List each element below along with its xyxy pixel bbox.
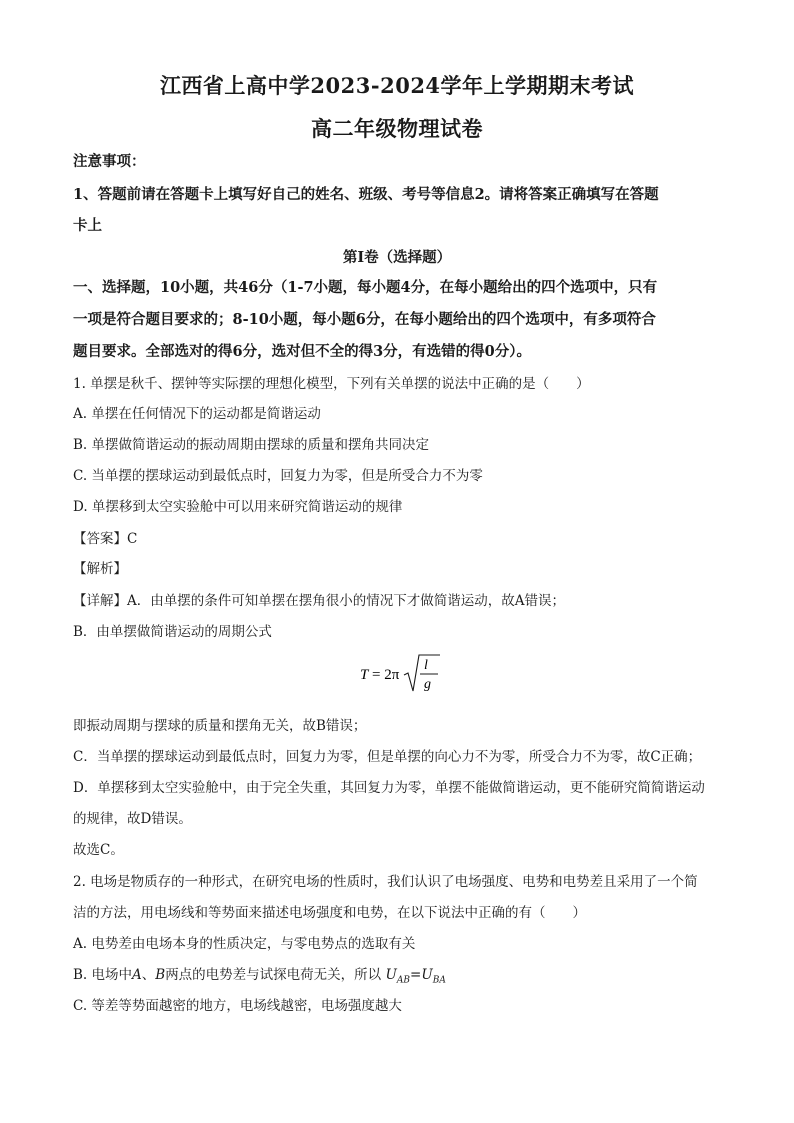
q1-detail-d2: 的规律，故D错误。 bbox=[73, 811, 192, 827]
q1-conclusion: 故选C。 bbox=[73, 842, 124, 858]
formula-denominator: g bbox=[424, 677, 431, 692]
formula-lhs: T bbox=[360, 667, 369, 683]
q2-option-b bbox=[73, 963, 446, 986]
q2-b-u2: U bbox=[421, 967, 433, 983]
q1-option-a: A. 单摆在任何情况下的运动都是简谐运动 bbox=[73, 406, 321, 422]
q2-stem-1: 2. 电场是物质存的一种形式，在研究电场的性质时，我们认识了电场强度、电势和电势差且采用了一个简 bbox=[73, 874, 698, 890]
detail-label: 【详解】 bbox=[73, 593, 127, 609]
q1-option-d: D. 单摆移到太空实验舱中可以用来研究简谐运动的规律 bbox=[73, 499, 403, 515]
q1-detail-a bbox=[73, 589, 565, 609]
q2-b-point-b: B bbox=[155, 967, 166, 983]
notice-line-2: 卡上 bbox=[73, 217, 102, 234]
answer-value: C bbox=[127, 531, 138, 547]
q2-option-a: A. 电势差由电场本身的性质决定，与零电势点的选取有关 bbox=[73, 936, 416, 952]
formula-numerator: l bbox=[424, 658, 428, 673]
section-intro-2: 一项是符合题目要求的；8-10小题，每小题6分，在每小题给出的四个选项中，有多项符合 bbox=[73, 311, 656, 328]
section-heading: 第I卷（选择题） bbox=[342, 249, 452, 266]
q1-detail-c: C．当单摆的摆球运动到最低点时，回复力为零，但是单摆的向心力不为零，所受合力不为零，故C正确； bbox=[73, 749, 702, 765]
q2-b-mid: 两点的电势差与试探电荷无关，所以 bbox=[165, 967, 382, 983]
q2-b-sub2: BA bbox=[432, 975, 446, 986]
exam-title: 江西省上高中学2023-2024学年上学期期末考试 bbox=[159, 73, 635, 98]
q2-b-sub1: AB bbox=[396, 975, 410, 986]
section-intro-3: 题目要求。全部选对的得6分，选对但不全的得3分，有选错的得0分）。 bbox=[73, 343, 532, 360]
q2-b-u1: U bbox=[385, 967, 397, 983]
q1-detail-b: B．由单摆做简谐运动的周期公式 bbox=[73, 624, 272, 640]
q1-option-c: C. 当单摆的摆球运动到最低点时，回复力为零，但是所受合力不为零 bbox=[73, 468, 483, 484]
sqrt-sign bbox=[404, 655, 440, 691]
section-intro-1: 一、选择题，10小题，共46分（1-7小题，每小题4分，在每小题给出的四个选项中，只有 bbox=[73, 279, 658, 296]
notice-heading: 注意事项： bbox=[73, 153, 146, 170]
q2-option-c: C. 等差等势面越密的地方，电场线越密，电场强度越大 bbox=[73, 998, 402, 1014]
q1-detail-b2: 即振动周期与摆球的质量和摆角无关，故B错误； bbox=[73, 718, 367, 734]
q1-answer bbox=[73, 527, 137, 547]
exam-subtitle: 高二年级物理试卷 bbox=[311, 116, 483, 141]
q2-stem-2: 洁的方法，用电场线和等势面来描述电场强度和电势，在以下说法中正确的有（ ） bbox=[73, 905, 586, 921]
q1-analysis-label: 【解析】 bbox=[73, 561, 127, 577]
answer-label: 【答案】 bbox=[73, 531, 127, 547]
detail-a-text: A．由单摆的条件可知单摆在摆角很小的情况下才做简谐运动，故A错误； bbox=[127, 593, 565, 609]
q1-stem: 1. 单摆是秋千、摆钟等实际摆的理想化模型，下列有关单摆的说法中正确的是（ ） bbox=[73, 376, 590, 392]
period-formula bbox=[358, 652, 448, 696]
formula-eq: = 2π bbox=[372, 667, 400, 683]
q1-detail-d1: D．单摆移到太空实验舱中，由于完全失重，其回复力为零，单摆不能做简谐运动，更不能研究简简谐运动 bbox=[73, 780, 705, 796]
q2-b-eq: = bbox=[410, 967, 422, 983]
q2-b-prefix: B. 电场中 bbox=[73, 967, 133, 983]
q1-option-b: B. 单摆做简谐运动的振动周期由摆球的质量和摆角共同决定 bbox=[73, 437, 430, 453]
q2-b-point-a: A bbox=[132, 967, 142, 983]
notice-line-1: 1、答题前请在答题卡上填写好自己的姓名、班级、考号等信息2。请将答案正确填写在答题 bbox=[73, 186, 659, 203]
q2-b-sep: 、 bbox=[141, 967, 156, 983]
